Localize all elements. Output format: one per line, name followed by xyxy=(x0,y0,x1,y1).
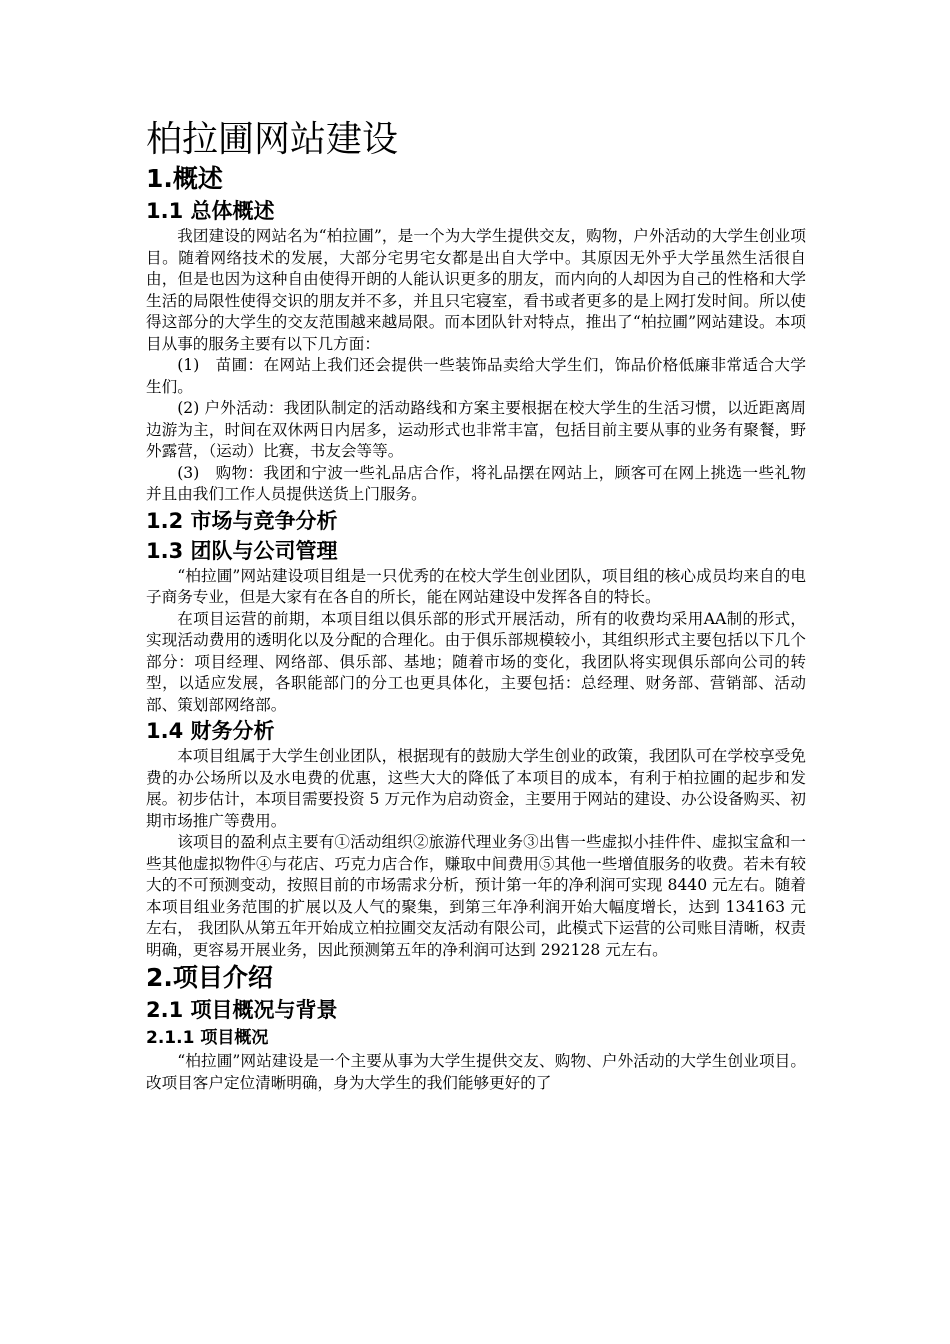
list-item-paragraph: (1) 苗圃：在网站上我们还会提供一些装饰品卖给大学生们，饰品价格低廉非常适合大学生们。 xyxy=(146,356,806,396)
section-2-1-heading: 2.1 项目概况与背景 xyxy=(146,998,338,1022)
paragraph: 在项目运营的前期，本项目组以俱乐部的形式开展活动，所有的收费均采用AA制的形式，实现活动费用的透明化以及分配的合理化。由于俱乐部规模较小，其组织形式主要包括以下几个部分：项目经理、网络部、俱乐部、基地；随着市场的变化，我团队将实现俱乐部向公司的转型，以适应发展，各职能部门的分工也更具体化，主要包括：总经理、财务部、营销部、活动部、策划部网络部。 xyxy=(146,609,806,714)
section-1-3-heading: 1.3 团队与公司管理 xyxy=(146,538,338,563)
section-1-4-heading: 1.4 财务分析 xyxy=(146,719,275,743)
section-1-2-heading: 1.2 市场与竞争分析 xyxy=(146,508,338,533)
paragraph: “柏拉圃”网站建设项目组是一只优秀的在校大学生创业团队，项目组的核心成员均来自的电子商务专业，但是大家有在各自的所长，能在网站建设中发挥各自的特长。 xyxy=(146,566,806,606)
section-2-1-1-heading: 2.1.1 项目概况 xyxy=(146,1028,269,1048)
document-title: 柏拉圃网站建设 xyxy=(146,119,399,160)
section-1-heading: 1.概述 xyxy=(146,164,223,193)
document-page xyxy=(146,118,806,1094)
paragraph: 本项目组属于大学生创业团队，根据现有的鼓励大学生创业的政策，我团队可在学校享受免费的办公场所以及水电费的优惠，这些大大的降低了本项目的成本，有利于柏拉圃的起步和发展。初步估计，本项目需要投资 5 万元作为启动资金，主要用于网站的建设、办公设备购买、初期市场推广等费用。 xyxy=(146,747,806,830)
list-item-paragraph: (3) 购物：我团和宁波一些礼品店合作，将礼品摆在网站上，顾客可在网上挑选一些礼物并且由我们工作人员提供送货上门服务。 xyxy=(146,463,806,503)
section-2-heading: 2.项目介绍 xyxy=(146,963,273,992)
paragraph: “柏拉圃”网站建设是一个主要从事为大学生提供交友、购物、户外活动的大学生创业项目。改项目客户定位清晰明确，身为大学生的我们能够更好的了 xyxy=(146,1052,806,1092)
list-item-paragraph: (2) 户外活动：我团队制定的活动路线和方案主要根据在校大学生的生活习惯，以近距离周边游为主，时间在双休两日内居多，运动形式也非常丰富，包括目前主要从事的业务有聚餐，野外露营，（运动）比赛，书友会等等。 xyxy=(146,399,806,460)
paragraph: 我团建设的网站名为“柏拉圃”，是一个为大学生提供交友，购物，户外活动的大学生创业项目。随着网络技术的发展，大部分宅男宅女都是出自大学中。其原因无外乎大学虽然生活很自由，但是也因为这种自由使得开朗的人能认识更多的朋友，而内向的人却因为自己的性格和大学生活的局限性使得交识的朋友并不多，并且只宅寝室，看书或者更多的是上网打发时间。所以使得这部分的大学生的交友范围越来越局限。而本团队针对特点，推出了“柏拉圃”网站建设。本项目从事的服务主要有以下几方面： xyxy=(146,227,806,353)
paragraph: 该项目的盈利点主要有①活动组织②旅游代理业务③出售一些虚拟小挂件件、虚拟宝盒和一些其他虚拟物件④与花店、巧克力店合作，赚取中间费用⑤其他一些增值服务的收费。若未有较大的不可预测变动，按照目前的市场需求分析，预计第一年的净利润可实现 8440 元左右。随着本项目组业务范围的扩展以及人气的聚集，到第三年净利润开始大幅度增长，达到 134163 元左右， 我团队从第五年开始成立柏拉圃交友活动有限公司，此模式下运营的公司账目清晰，权责明确，更容易开展业务，因此预测第五年的净利润可达到 292128 元左右。 xyxy=(146,833,806,959)
section-1-1-heading: 1.1 总体概述 xyxy=(146,199,275,223)
